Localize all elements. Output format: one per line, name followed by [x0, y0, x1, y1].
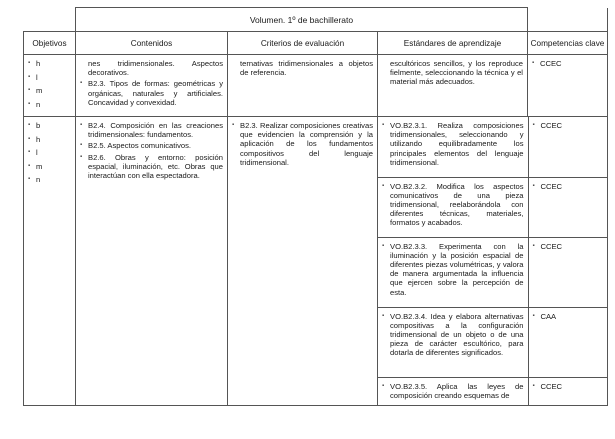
objetivos-cell: [24, 117, 76, 406]
estandar-row: [378, 307, 608, 377]
objetivo-item: ▪ l: [27, 73, 71, 83]
objetivo-item: ▪ h: [27, 135, 71, 145]
estandar-cell: [378, 177, 528, 237]
curriculum-table-page: [23, 7, 607, 406]
table-spacer: [528, 8, 608, 32]
contenido-continuation: nes tridimensionales. Aspectos decorativos.: [88, 59, 223, 78]
competencia-cell: [528, 237, 608, 307]
estandar-cell: [378, 307, 528, 377]
criterios-cell: [228, 55, 378, 117]
header-criterios: Criterios de evaluación: [228, 32, 378, 55]
table-spacer: [24, 8, 76, 32]
competencia-cell: [528, 117, 608, 177]
estandar-row: [378, 117, 608, 177]
curriculum-table: [23, 7, 608, 406]
contenido-item: ▪ B2.6. Obras y entorno: posición espacial, iluminación, etc. Obras que interactúan con ella espectadora.: [79, 153, 223, 181]
table-row: [24, 55, 608, 117]
estandar-continuation: escultóricos sencillos, y los reproduce fielmente, seleccionando la técnica y el material más adecuados.: [390, 59, 523, 87]
estandar-row: [378, 177, 608, 237]
estandares-cell: [378, 55, 528, 117]
criterios-cell: [228, 117, 378, 406]
objetivos-cell: [24, 55, 76, 117]
competencia-cell: [528, 377, 608, 405]
competencia-item: ▪ CCEC: [532, 382, 605, 391]
criterio-item: ▪ B2.3. Realizar composiciones creativas que evidencien la comprensión y la aplicación de los fundamentos compositivos del lenguaje tridimensional.: [231, 121, 373, 167]
objetivo-item: ▪ n: [27, 175, 71, 185]
header-estandares: Estándares de aprendizaje: [378, 32, 528, 55]
competencias-cell: [528, 55, 608, 117]
competencia-item: ▪ CCEC: [532, 242, 605, 251]
competencia-item: ▪ CCEC: [532, 182, 605, 191]
estandar-cell: [378, 377, 528, 405]
header-objetivos: Objetivos: [24, 32, 76, 55]
objetivo-item: ▪ h: [27, 59, 71, 69]
estandar-item: ▪ VO.B2.3.5. Aplica las leyes de composición creando esquemas de: [381, 382, 524, 400]
contenido-item: ▪ B2.4. Composición en las creaciones tridimensionales: fundamentos.: [79, 121, 223, 139]
competencia-item: ▪ CCEC: [532, 121, 605, 130]
estandar-item: ▪ VO.B2.3.4. Idea y elabora alternativas compositivas a la configuración tridimensional de un objeto o de una pieza de carácter escultórico, para dotarla de diferentes significados.: [381, 312, 524, 358]
competencia-cell: [528, 307, 608, 377]
competencia-item: ▪ CAA: [532, 312, 605, 321]
competencia-cell: [528, 177, 608, 237]
header-competencias: Competencias clave: [528, 32, 608, 55]
estandares-subtable: [378, 117, 608, 405]
contenidos-cell: [76, 117, 228, 406]
table-title: Volumen. 1º de bachillerato: [76, 8, 528, 32]
objetivo-item: ▪ b: [27, 121, 71, 131]
objetivo-item: ▪ m: [27, 86, 71, 96]
estandares-competencias-cell: [378, 117, 608, 406]
contenido-item: ▪ B2.3. Tipos de formas: geométricas y orgánicas, naturales y artificiales. Concavidad y convexidad.: [79, 79, 223, 107]
objetivo-item: ▪ n: [27, 100, 71, 110]
table-row: [24, 117, 608, 406]
objetivo-item: ▪ l: [27, 148, 71, 158]
estandar-item: ▪ VO.B2.3.2. Modifica los aspectos comunicativos de una pieza tridimensional, reelaborándola con diferentes técnicas, materiales, formatos y acabados.: [381, 182, 524, 228]
estandar-item: ▪ VO.B2.3.3. Experimenta con la iluminación y la posición espacial de diferentes piezas volumétricas, y valora de manera argumentada la influencia que ejercen sobre la percepción de esta.: [381, 242, 524, 297]
competencia-item: ▪ CCEC: [531, 59, 603, 68]
criterio-continuation: ternativas tridimensionales a objetos de referencia.: [240, 59, 373, 78]
estandar-item: ▪ VO.B2.3.1. Realiza composiciones tridimensionales, seleccionando y utilizando equilibradamente los principales elementos del lenguaje tridimensional.: [381, 121, 524, 167]
contenidos-cell: [76, 55, 228, 117]
contenido-item: ▪ B2.5. Aspectos comunicativos.: [79, 141, 223, 150]
estandar-row: [378, 377, 608, 405]
estandar-cell: [378, 237, 528, 307]
objetivo-item: ▪ m: [27, 162, 71, 172]
estandar-row: [378, 237, 608, 307]
estandar-cell: [378, 117, 528, 177]
header-contenidos: Contenidos: [76, 32, 228, 55]
